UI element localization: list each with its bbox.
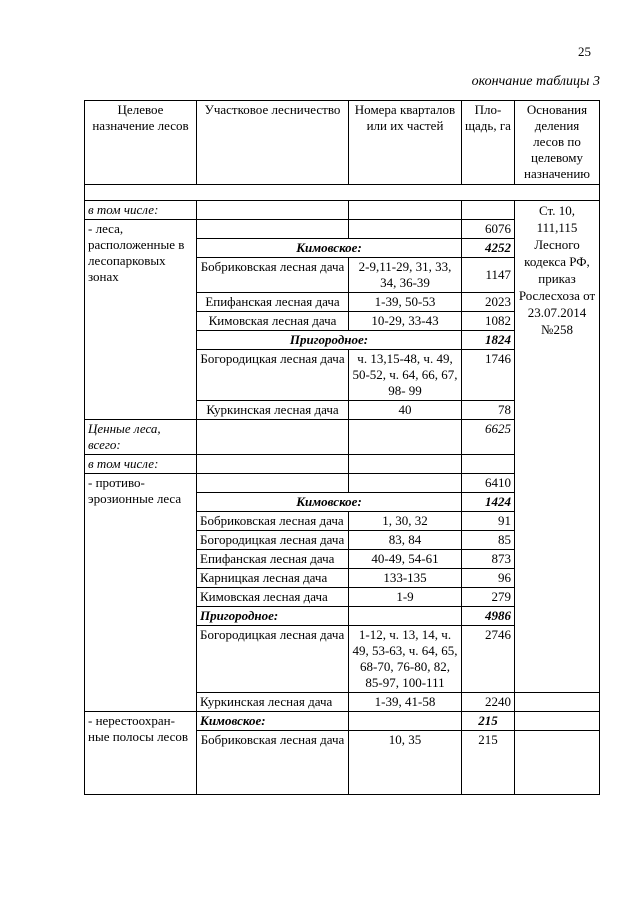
quarters-cell: 40 [349, 401, 462, 420]
area-cell: 1082 [462, 312, 515, 331]
table-row [85, 712, 600, 731]
table-row [85, 201, 600, 220]
area-cell: 1824 [462, 331, 515, 350]
quarters-cell: 1, 30, 32 [349, 512, 462, 531]
empty-cell [197, 220, 349, 239]
area-cell: 1147 [462, 258, 515, 293]
label-cell: Ценные леса, всего: [85, 420, 197, 455]
empty-cell [197, 455, 349, 474]
area-cell: 6625 [462, 420, 515, 455]
empty-cell [349, 455, 462, 474]
quarters-cell: 2-9,11-29, 31, 33, 34, 36-39 [349, 258, 462, 293]
empty-cell [515, 693, 600, 712]
district-cell: Пригородное: [197, 607, 349, 626]
area-cell: 78 [462, 401, 515, 420]
forestry-cell: Карницкая лесная дача [197, 569, 349, 588]
area-cell: 2240 [462, 693, 515, 712]
forestry-cell: Кимовская лесная дача [197, 588, 349, 607]
header-quarters: Номера кварталов или их частей [349, 101, 462, 185]
label-cell: - леса, расположенные в лесопарковых зонах [85, 220, 197, 420]
area-cell: 279 [462, 588, 515, 607]
label-cell: - противо-эрозионные леса [85, 474, 197, 712]
area-cell: 215 [462, 712, 515, 731]
empty-cell [85, 185, 600, 201]
label-cell: в том числе: [85, 455, 197, 474]
area-cell: 96 [462, 569, 515, 588]
area-cell: 6076 [462, 220, 515, 239]
quarters-cell: 1-39, 50-53 [349, 293, 462, 312]
empty-cell [349, 220, 462, 239]
area-cell: 2023 [462, 293, 515, 312]
forestry-cell: Кимовская лесная дача [197, 312, 349, 331]
forest-table [84, 100, 600, 795]
area-cell: 873 [462, 550, 515, 569]
empty-cell [349, 607, 462, 626]
area-cell: 1746 [462, 350, 515, 401]
quarters-cell: 1-12, ч. 13, 14, ч. 49, 53-63, ч. 64, 65, 68-70, 76-80, 82, 85-97, 100-111 [349, 626, 462, 693]
table-row [85, 185, 600, 201]
area-cell: 6410 [462, 474, 515, 493]
empty-cell [349, 712, 462, 731]
area-cell: 215 [462, 731, 515, 795]
area-cell: 4252 [462, 239, 515, 258]
forestry-cell: Богородицкая лесная дача [197, 531, 349, 550]
quarters-cell: 10, 35 [349, 731, 462, 795]
quarters-cell: 40-49, 54-61 [349, 550, 462, 569]
empty-cell [349, 474, 462, 493]
area-cell: 85 [462, 531, 515, 550]
label-cell: - нерестоохран-ные полосы лесов [85, 712, 197, 795]
district-cell: Кимовское: [197, 712, 349, 731]
forestry-cell: Куркинская лесная дача [197, 693, 349, 712]
empty-cell [515, 731, 600, 795]
empty-cell [197, 474, 349, 493]
area-cell: 2746 [462, 626, 515, 693]
area-cell: 1424 [462, 493, 515, 512]
basis-cell: Ст. 10, 111,115 Лесного кодекса РФ, приказ Рослесхоза от 23.07.2014 №258 [515, 201, 600, 693]
quarters-cell: ч. 13,15-48, ч. 49, 50-52, ч. 64, 66, 67, 98- 99 [349, 350, 462, 401]
area-cell: 4986 [462, 607, 515, 626]
empty-cell [515, 712, 600, 731]
empty-cell [349, 420, 462, 455]
header-basis: Основания деления лесов по целевому назначению [515, 101, 600, 185]
forestry-cell: Епифанская лесная дача [197, 293, 349, 312]
forestry-cell: Богородицкая лесная дача [197, 350, 349, 401]
forestry-cell: Епифанская лесная дача [197, 550, 349, 569]
forestry-cell: Куркинская лесная дача [197, 401, 349, 420]
district-cell: Кимовское: [197, 239, 462, 258]
area-cell: 91 [462, 512, 515, 531]
forestry-cell: Бобриковская лесная дача [197, 512, 349, 531]
forestry-cell: Бобриковская лесная дача [197, 731, 349, 795]
header-area: Пло-щадь, га [462, 101, 515, 185]
header-forestry: Участковое лесничество [197, 101, 349, 185]
forestry-cell: Богородицкая лесная дача [197, 626, 349, 693]
quarters-cell: 1-9 [349, 588, 462, 607]
empty-cell [462, 455, 515, 474]
quarters-cell: 133-135 [349, 569, 462, 588]
empty-cell [462, 201, 515, 220]
table-caption: окончание таблицы 3 [471, 74, 600, 89]
district-cell: Кимовское: [197, 493, 462, 512]
quarters-cell: 1-39, 41-58 [349, 693, 462, 712]
page-number: 25 [578, 44, 591, 59]
empty-cell [197, 420, 349, 455]
district-cell: Пригородное: [197, 331, 462, 350]
empty-cell [197, 201, 349, 220]
header-purpose: Целевое назначение лесов [85, 101, 197, 185]
label-cell: в том числе: [85, 201, 197, 220]
quarters-cell: 83, 84 [349, 531, 462, 550]
quarters-cell: 10-29, 33-43 [349, 312, 462, 331]
forestry-cell: Бобриковская лесная дача [197, 258, 349, 293]
empty-cell [349, 201, 462, 220]
table-header-row [85, 101, 600, 185]
